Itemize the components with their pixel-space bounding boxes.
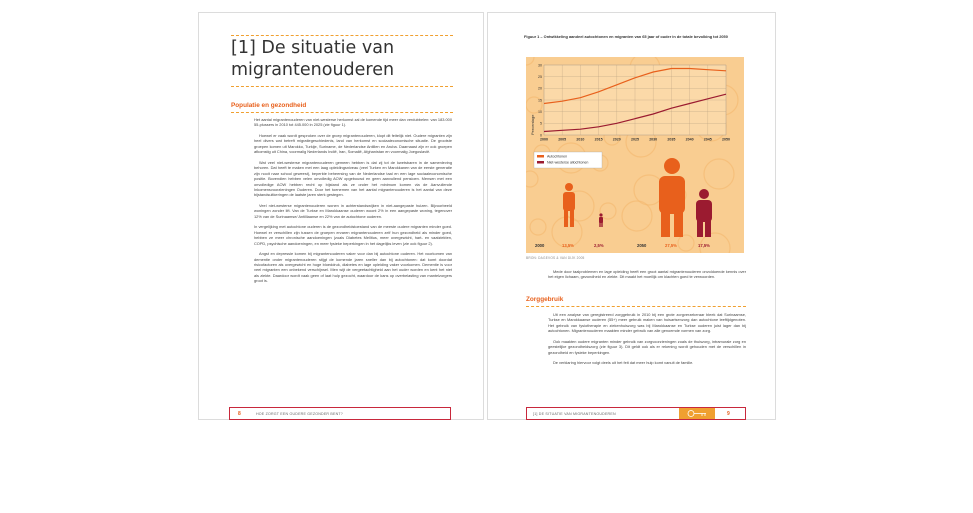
- section-rule: [231, 112, 453, 113]
- legend-label-migranten: Niet-westerse allochtonen: [547, 160, 589, 165]
- y-tick-label: 10: [538, 109, 542, 114]
- title-top-rule: [231, 35, 453, 36]
- paragraph: Uit een analyse van geregistreerd zorggebruik in 2010 bij een grote zorgverzekeraar bleek dat Surinaamse, Turkse en Marokkaanse ouderen (55+) meer gebruik maken van huisartsenzorg dan autochtone leeftijdgenoten. Het gebruik van fysiotherapie en ziekenhuiszorg was bij Marokkaanse en Turkse ouderen juist lager dan bij autochtonen. Migrantenouderen maakten minder gebruik van alle genoemde vormen van zorg.: [548, 312, 746, 334]
- running-footer-text: HOE ZORGT EEN OUDERE GEZONDER BENT?: [256, 412, 344, 416]
- footer-key-emblem: [679, 408, 715, 419]
- paragraph: Wat veel niet-westerse migrantenouderen gemeen hebben is dat zij tot de kwetsbaren in de samenleving behoren. Dat heeft te maken met een laag opleidingsniveau (veel Turken en Marokkanen van de eerste generatie zijn nooit naar school geweest), beperkte beheersing van de Nederlandse taal en een lage sociaaleconomische positie. Bovendien hebben velen onvolledig AOW opgebouwd en geen aanvullend pensioen. Mensen met een onvolledige AOW hebben recht op bijstand als ze onder het minimum komen via de Aanvullende Inkomensvoorzieningen Ouderen. Door het toenemen van het aantal migrantenouderen is het aantal van deze bijstandsuitkeringen de laatste jaren sterk gestegen.: [254, 159, 452, 198]
- x-tick-label: 2000: [540, 137, 548, 142]
- left-page: [198, 12, 484, 420]
- paragraph: Ook maakten oudere migranten minder gebruik van zorgvoorzieningen zoals de thuiszorg, intramurale zorg en geestelijke gezondheidszorg (zie figuur 3). Dit geldt ook als er rekening wordt gehouden met de verschillen in gezondheid en fysieke beperkingen.: [548, 338, 746, 355]
- section-heading-populatie: Populatie en gezondheid: [231, 102, 307, 109]
- running-footer-text: [1] DE SITUATIE VAN MIGRANTENOUDEREN: [533, 412, 616, 416]
- bg-circle: [526, 171, 538, 187]
- figure-1-graphic: [526, 57, 744, 253]
- right-footer: [526, 407, 746, 420]
- y-axis-label: Percentage: [530, 114, 535, 135]
- legend-label-autochtonen: Autochtonen: [547, 154, 568, 159]
- person-icon-migranten-2050: [696, 189, 712, 237]
- infographic-value-autochtonen-2050: 27,5%: [665, 243, 677, 248]
- legend-swatch-migranten: [537, 161, 544, 164]
- person-icon-autochtonen-2000: [563, 183, 575, 227]
- y-tick-label: 30: [538, 63, 542, 68]
- right-page: [487, 12, 776, 420]
- title-bottom-rule: [231, 86, 453, 87]
- y-tick-label: 15: [538, 98, 542, 103]
- paragraph: Hoewel er vaak wordt gesproken over de groep migrantenouderen, klopt dit feitelijk niet. Oudere migranten zijn heel divers wat betreft migratiegeschiedenis, land van herkomst en sociaaleconomische situatie. De grootste groepen komen uit Marokko, Turkije, Suriname, de Nederlandse Antillen en Aruba. Daarnaast zijn er ook groepen afkomstig uit China, voormalig Nederlands Indië, Iran, Somalië, Afghanistan en voormalig Joegoslavië.: [254, 132, 452, 155]
- x-tick-label: 2015: [594, 137, 603, 142]
- legend-swatch-autochtonen: [537, 155, 544, 158]
- x-tick-label: 2025: [631, 137, 639, 142]
- y-tick-label: 25: [538, 74, 542, 79]
- figure-caption: Figuur 1 – Ontwikkeling aandeel autochtonen en migranten van 65 jaar of ouder in de totale bevolking tot 2050: [524, 34, 728, 39]
- paragraph: Mede door taalproblemen en lage opleiding heeft een groot aantal migrantenouderen onvoldoende kennis over het eigen lichaam, gezondheid en ziekte. Dit maakt het moeilijk om klachten goed te verwoorden.: [548, 269, 746, 280]
- left-footer: [229, 407, 451, 420]
- y-tick-label: 20: [538, 86, 542, 91]
- figure-1: [526, 57, 744, 253]
- y-tick-label: 0: [540, 133, 542, 138]
- paragraph: Het aantal migrantenouderen van niet-westerse herkomst zal de komende tijd meer dan verdubbelen: van 183.000 55-plussers in 2010 tot 445.000 in 2025 (zie figuur 1).: [254, 117, 452, 128]
- x-tick-label: 2005: [558, 137, 567, 142]
- x-tick-label: 2050: [722, 137, 730, 142]
- chart-legend: [534, 152, 602, 168]
- key-icon: [679, 408, 715, 419]
- x-tick-label: 2040: [685, 137, 694, 142]
- infographic-year-2050: 2050: [637, 243, 647, 248]
- chapter-title: [231, 37, 461, 81]
- infographic-year-2000: 2000: [535, 243, 545, 248]
- bg-circle: [678, 235, 694, 251]
- person-icon-autochtonen-2050: [659, 158, 685, 237]
- section-rule: [526, 306, 746, 307]
- paragraph-after-figure: [548, 269, 746, 285]
- right-body-text: [548, 312, 746, 371]
- y-tick-label: 5: [540, 121, 542, 126]
- person-icon-migranten-2000: [599, 213, 603, 227]
- left-body-text: [254, 117, 452, 289]
- paragraph: Veel niet-westerse migrantenouderen wonen in achterstandswijken in niet-aangepaste huizen. Bijvoorbeeld woningen zonder lift. Van de Turkse en Marokkaanse ouderen woont 2% in een aangepaste woning, tegenover 12% van de Surinaamse/ Antilliaanse en 22% van de autochtone ouderen.: [254, 202, 452, 219]
- figure-source: BRON: DAGEVOS & VAN DIJK 2005: [526, 256, 585, 260]
- x-tick-label: 2020: [612, 137, 621, 142]
- x-tick-label: 2035: [667, 137, 676, 142]
- chapter-title-line-2: migrantenouderen: [231, 60, 395, 80]
- section-heading-zorggebruik: Zorggebruik: [526, 296, 564, 303]
- page-number: 8: [238, 411, 241, 417]
- paragraph: Angst en depressie komen bij migrantenouderen vaker voor dan bij autochtone ouderen. Het voorkomen van dementie onder migrantenouderen stijgt de komende jaren sneller dan bij autochtonen: dat komt doordat risicofactoren als overgewicht en hoge bloeddruk, diabetes en lage opleiding vaker voorkomen. Dementie is voor veel migranten een onbekend verschijnsel. Men wijt de vergeetachtigheid aan het ouder worden en kent het niet als ziekte. Daardoor wordt vaak geen of laat hulp gezocht, waardoor de kans op overbelasting van mantelzorgers groot is.: [254, 251, 452, 284]
- page-number: 9: [727, 411, 730, 417]
- infographic-value-migranten-2050: 17,5%: [698, 243, 710, 248]
- infographic-value-migranten-2000: 2,5%: [594, 243, 604, 248]
- bg-circle: [526, 57, 534, 65]
- paragraph: In vergelijking met autochtone ouderen is de gezondheidstoestand van de meeste oudere migranten minder goed. Hoewel er verschillen zijn tussen de groepen ervaren migrantenouderen zelf hun gezondheid als minder goed, hebben ze meer chronische aandoeningen (zoals Diabetes Mellitus, meer overgewicht, hart- en vaatziekten, COPD, psychische aandoeningen, en meer fysieke beperkingen in het dagelijks leven (zie ook figuur 2).: [254, 224, 452, 246]
- x-tick-label: 2045: [703, 137, 712, 142]
- chapter-title-line-1: [1] De situatie van: [231, 38, 395, 58]
- bg-circle: [600, 203, 616, 219]
- infographic-value-autochtonen-2000: 13,5%: [562, 243, 574, 248]
- bg-circle: [530, 219, 546, 235]
- x-tick-label: 2030: [649, 137, 658, 142]
- bg-circle: [704, 159, 734, 189]
- paragraph: De verklaring hiervoor volgt deels uit het feit dat meer hulp komt vanuit de familie.: [553, 360, 694, 366]
- x-tick-label: 2010: [576, 137, 585, 142]
